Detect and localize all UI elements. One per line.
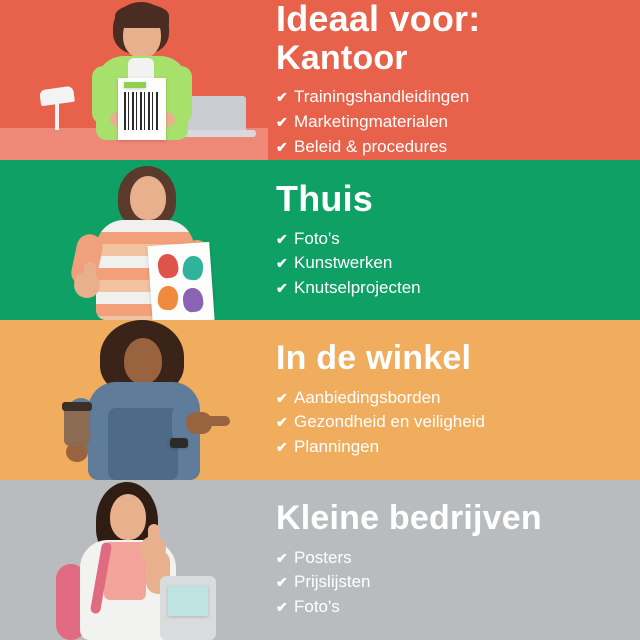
list-item-label: Foto's xyxy=(294,597,340,617)
check-icon: ✔ xyxy=(276,255,288,272)
section-thuis xyxy=(0,160,640,320)
laptop-screen xyxy=(186,96,246,132)
list-item-label: Marketingmaterialen xyxy=(294,112,449,132)
list-kantoor xyxy=(276,85,624,158)
laptop-base xyxy=(178,130,256,137)
list-item-label: Kunstwerken xyxy=(294,253,393,273)
section-kantoor xyxy=(0,0,640,160)
head xyxy=(124,338,162,384)
check-icon: ✔ xyxy=(276,549,288,566)
heading-winkel: In de winkel xyxy=(276,339,472,378)
photo-kleine-bedrijven xyxy=(0,480,268,640)
check-icon: ✔ xyxy=(276,389,288,406)
list-item xyxy=(276,251,624,275)
check-icon: ✔ xyxy=(276,89,288,106)
coffee-cup-lid xyxy=(62,402,92,411)
list-item-label: Foto's xyxy=(294,228,340,248)
content-kantoor xyxy=(268,0,640,160)
list-item xyxy=(276,276,624,300)
hair-fringe xyxy=(115,4,169,28)
section-kleine-bedrijven xyxy=(0,480,640,640)
photo-thuis xyxy=(0,160,268,320)
list-item xyxy=(276,135,624,159)
list-item xyxy=(276,595,624,619)
check-icon: ✔ xyxy=(276,439,288,456)
head xyxy=(110,494,146,540)
list-item xyxy=(276,85,624,109)
list-item xyxy=(276,546,624,570)
pointing-finger xyxy=(206,416,230,426)
check-icon: ✔ xyxy=(276,280,288,297)
list-thuis xyxy=(276,227,624,300)
coffee-cup xyxy=(64,408,90,446)
list-item-label: Knutselprojecten xyxy=(294,278,421,298)
content-thuis xyxy=(268,179,640,301)
list-item xyxy=(276,410,624,434)
check-icon: ✔ xyxy=(276,414,288,431)
list-item xyxy=(276,570,624,594)
check-icon: ✔ xyxy=(276,574,288,591)
heading-thuis: Thuis xyxy=(276,178,373,219)
artwork-sheet xyxy=(147,242,214,320)
list-item-label: Beleid & procedures xyxy=(294,136,448,156)
check-icon: ✔ xyxy=(276,230,288,247)
poster-intro-title: Ideaal voor: xyxy=(276,0,481,40)
wristwatch xyxy=(170,438,188,448)
list-item xyxy=(276,227,624,251)
check-icon: ✔ xyxy=(276,114,288,131)
desk-lamp-stem xyxy=(55,100,59,130)
list-item-label: Gezondheid en veiligheid xyxy=(294,412,485,432)
bag-label xyxy=(168,586,208,616)
list-item-label: Aanbiedingsborden xyxy=(294,387,441,407)
list-item xyxy=(276,386,624,410)
heading-kantoor: Kantoor xyxy=(276,39,408,77)
head xyxy=(130,176,166,220)
list-kleine-bedrijven xyxy=(276,546,624,619)
photo-kantoor xyxy=(0,0,268,160)
section-winkel xyxy=(0,320,640,480)
content-kleine-bedrijven xyxy=(268,500,640,620)
list-item-label: Trainingshandleidingen xyxy=(294,87,470,107)
desk-lamp-head xyxy=(39,86,75,107)
list-item xyxy=(276,110,624,134)
list-item-label: Planningen xyxy=(294,437,380,457)
thumb xyxy=(84,262,96,280)
thumb xyxy=(148,524,160,542)
content-winkel xyxy=(268,340,640,460)
list-item-label: Prijslijsten xyxy=(294,572,371,592)
check-icon: ✔ xyxy=(276,138,288,155)
photo-winkel xyxy=(0,320,268,480)
list-winkel xyxy=(276,386,624,459)
check-icon: ✔ xyxy=(276,599,288,616)
document-logo xyxy=(124,82,146,88)
apron-front xyxy=(108,408,178,480)
heading-kleine-bedrijven: Kleine bedrijven xyxy=(276,499,542,538)
barcode-graphic xyxy=(124,92,160,130)
list-item-label: Posters xyxy=(294,547,352,567)
list-item xyxy=(276,435,624,459)
